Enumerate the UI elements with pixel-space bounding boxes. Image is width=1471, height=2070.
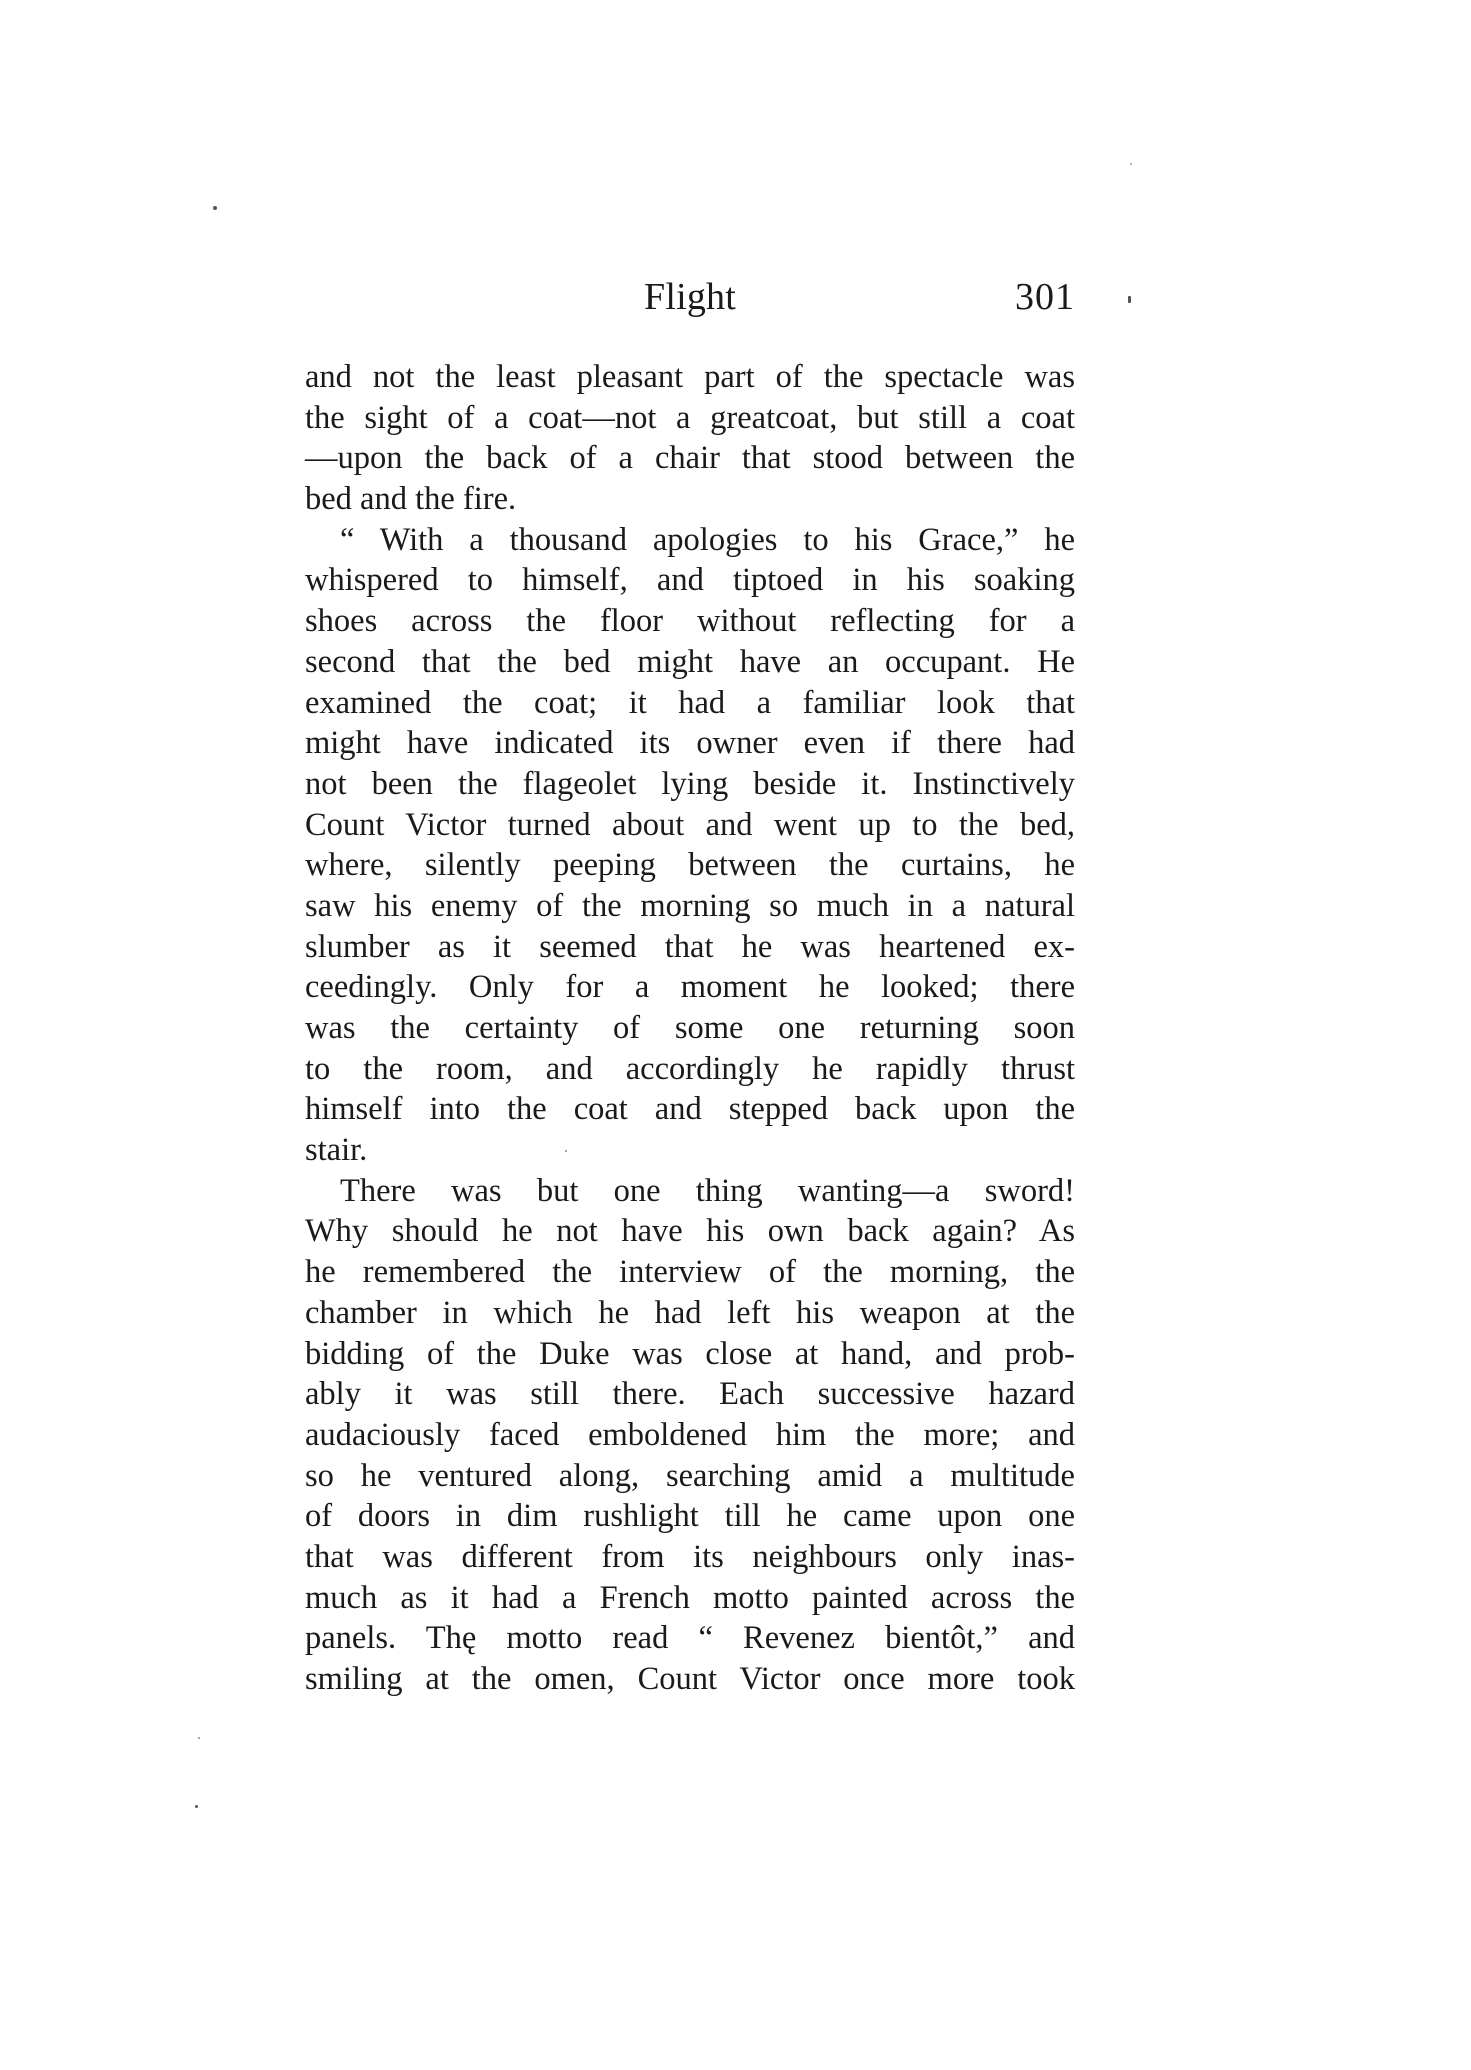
text-line: the sight of a coat—not a greatcoat, but still a coat	[305, 399, 1075, 436]
running-head	[305, 272, 1075, 322]
text-line: ceedingly. Only for a moment he looked; there	[305, 969, 1075, 1006]
text-line: himself into the coat and stepped back upon the	[305, 1091, 1075, 1128]
text-line: stair.	[305, 1132, 368, 1169]
text-line: —upon the back of a chair that stood between the	[305, 440, 1075, 477]
scan-speck	[195, 1805, 198, 1808]
text-line: second that the bed might have an occupant. He	[305, 643, 1075, 680]
text-line: that was different from its neighbours only inas-	[305, 1538, 1075, 1575]
text-line: so he ventured along, searching amid a multitude	[305, 1457, 1075, 1494]
text-line: examined the coat; it had a familiar look that	[305, 684, 1075, 721]
text-line: smiling at the omen, Count Victor once more took	[305, 1661, 1075, 1697]
text-line: whispered to himself, and tiptoed in his soaking	[305, 562, 1075, 599]
text-line: There was but one thing wanting—a sword!	[340, 1172, 1075, 1209]
text-line: and not the least pleasant part of the spectacle was	[305, 359, 1075, 395]
text-line: audaciously faced emboldened him the more; and	[305, 1416, 1075, 1453]
text-line: slumber as it seemed that he was heartened ex-	[305, 928, 1075, 965]
text-line: was the certainty of some one returning soon	[305, 1010, 1075, 1046]
text-line: he remembered the interview of the morning, the	[305, 1254, 1075, 1291]
scan-speck	[1128, 296, 1131, 303]
body-text	[305, 357, 1075, 1700]
text-line: might have indicated its owner even if there had	[305, 725, 1075, 762]
text-line: Count Victor turned about and went up to the bed,	[305, 806, 1075, 843]
text-line: saw his enemy of the morning so much in a natural	[305, 887, 1075, 924]
text-line: bidding of the Duke was close at hand, and prob-	[305, 1335, 1075, 1372]
text-line: much as it had a French motto painted across the	[305, 1579, 1075, 1616]
scan-speck	[213, 206, 217, 210]
page-number: 301	[1015, 276, 1075, 318]
text-line: panels. Thę motto read “ Revenez bientôt,” and	[305, 1620, 1075, 1657]
text-line: Why should he not have his own back again? As	[305, 1213, 1075, 1250]
text-line: to the room, and accordingly he rapidly thrust	[305, 1050, 1075, 1087]
text-line: where, silently peeping between the curtains, he	[305, 847, 1075, 884]
scan-speck	[198, 1737, 200, 1739]
text-line: shoes across the floor without reflecting for a	[305, 603, 1075, 640]
text-line: “ With a thousand apologies to his Grace,” he	[340, 521, 1075, 558]
text-line: ably it was still there. Each successive hazard	[305, 1376, 1075, 1413]
text-line: bed and the fire.	[305, 481, 517, 518]
text-line: not been the flageolet lying beside it. Instinctively	[305, 765, 1075, 802]
text-line: chamber in which he had left his weapon at the	[305, 1294, 1075, 1331]
running-title: Flight	[643, 276, 736, 318]
text-line: of doors in dim rushlight till he came upon one	[305, 1498, 1075, 1535]
scan-speck	[1130, 163, 1132, 165]
scan-speck	[565, 1150, 567, 1152]
